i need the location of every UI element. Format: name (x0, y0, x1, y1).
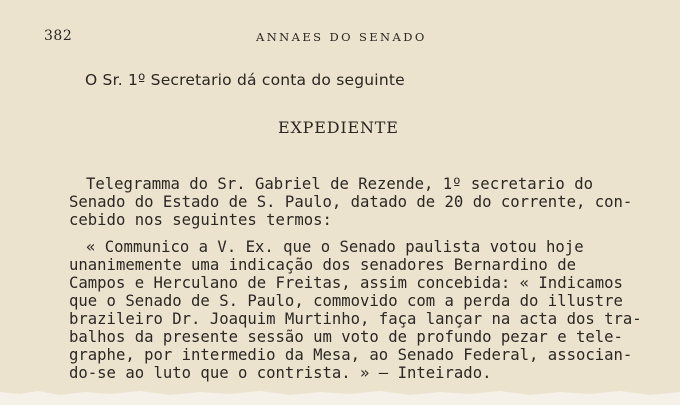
paragraph-line: « Communico a V. Ex. que o Senado paulista votou hoje (86, 238, 584, 256)
minutes-line: O Sr. 1º Secretario dá conta do seguinte (85, 71, 405, 89)
paragraph-line: cebido nos seguintes termos: (69, 211, 332, 229)
paragraph-line: balhos da presente sessão um voto de profundo pezar e tele- (69, 328, 623, 346)
paragraph-line: unanimemente uma indicação dos senadores Bernardino de (69, 256, 576, 274)
paragraph-line: Telegramma do Sr. Gabriel de Rezende, 1º secretario do (86, 175, 593, 193)
torn-page-edge (0, 386, 680, 400)
paragraph-line: que o Senado de S. Paulo, commovido com a perda do illustre (69, 292, 623, 310)
telegram-quote-paragraph (69, 238, 654, 382)
section-title: EXPEDIENTE (278, 118, 399, 137)
paragraph-line: do-se ao luto que o contrista. » — Inteirado. (69, 364, 492, 382)
running-head: ANNAES DO SENADO (256, 30, 427, 44)
telegram-intro-paragraph (69, 175, 654, 229)
paragraph-line: brazileiro Dr. Joaquim Murtinho, faça lançar na acta dos tra- (69, 310, 642, 328)
page-header (44, 28, 654, 48)
paragraph-line: graphe, por intermedio da Mesa, ao Senado Federal, associan- (69, 346, 633, 364)
page-number: 382 (44, 28, 73, 44)
paragraph-line: Senado do Estado de S. Paulo, datado de 20 do corrente, con- (69, 193, 633, 211)
paragraph-line: Campos e Herculano de Freitas, assim concebida: « Indicamos (69, 274, 623, 292)
